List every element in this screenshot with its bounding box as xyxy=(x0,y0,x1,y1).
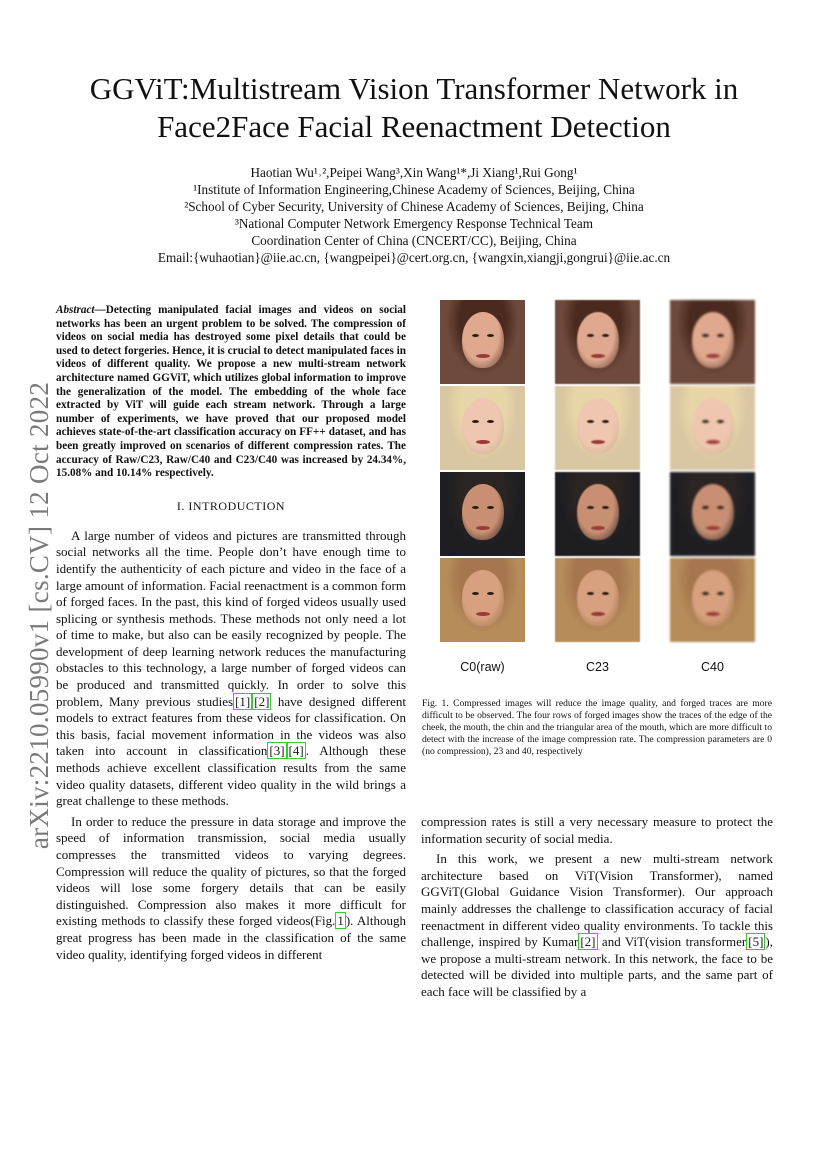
right-p2-text-a: In this work, we present a new multi-stream network architecture based on ViT(Vision Transformer), named GGViT(Global Guidance Vision Transformer). Our approach mainly addresses the challenge to classification accuracy of facial reenactment in different video quality environments. To tackle this challenge, inspired by Kumar xyxy=(421,851,773,950)
title-line-2: Face2Face Facial Reenactment Detection xyxy=(157,109,671,144)
author-block xyxy=(40,164,788,266)
intro-paragraph-2 xyxy=(56,814,406,963)
left-column xyxy=(56,304,406,967)
paper-title xyxy=(40,70,788,146)
face-image xyxy=(440,472,525,556)
label-c40: C40 xyxy=(701,660,724,674)
affiliation-3: ³National Computer Network Emergency Response Technical Team xyxy=(234,216,594,231)
affiliation-2: ²School of Cyber Security, University of Chinese Academy of Sciences, Beijing, China xyxy=(184,199,644,214)
arxiv-identifier-text: arXiv:2210.05990v1 [cs.CV] 12 Oct 2022 xyxy=(24,381,55,849)
right-paragraph-2 xyxy=(421,851,773,1000)
author-list: Haotian Wu¹˒²,Peipei Wang³,Xin Wang¹*,Ji Xiang¹,Rui Gong¹ xyxy=(250,165,578,180)
citation-link-2b[interactable]: [2] xyxy=(580,934,596,950)
figure-1-link[interactable]: 1 xyxy=(337,913,344,929)
intro-p1-text-b: have designed different models to extract features from these videos for classification. On this basis, facial movement information in the videos was also taken into account in classification xyxy=(56,693,406,759)
section-heading-introduction: I. INTRODUCTION xyxy=(176,498,286,513)
abstract-lead: Abstract xyxy=(56,304,95,316)
label-c0-raw: C0(raw) xyxy=(460,660,505,674)
face-image xyxy=(670,558,755,642)
right-p2-text-b: and ViT(vision transformer xyxy=(597,934,747,950)
intro-p2-text-a: In order to reduce the pressure in data storage and improve the speed of information transmission, social media usually compresses the transmitted videos to varying degrees. Compression will reduce the quality of pictures, so that the forged videos will lose some forgery details that can be easily distinguished. Compression also makes it more difficult for existing methods to classify these forged videos(Fig. xyxy=(56,813,406,929)
face-image xyxy=(555,300,640,384)
affiliation-1: ¹Institute of Information Engineering,Chinese Academy of Sciences, Beijing, China xyxy=(193,182,635,197)
intro-p1-text-a: A large number of videos and pictures are transmitted through social networks all the time. People don’t have enough time to identify the authenticity of each picture and video in the face of a large amount of information. Facial reenactment is a common form of forged faces. In the past, this kind of forged videos usually used splicing or synthesis methods. These methods not only need a lot of time to make, but also can be easily recognized by people. The development of deep learning network reduces the manufacturing obstacles to this technology, a large number of forged videos can be produced and transmitted quickly. In order to solve this problem, Many previous studies xyxy=(56,527,406,709)
figure-column-labels xyxy=(440,660,770,674)
face-image xyxy=(670,300,755,384)
citation-link-3[interactable]: [3] xyxy=(269,743,285,759)
abstract xyxy=(56,304,406,481)
face-image xyxy=(670,472,755,556)
citation-link-2[interactable]: [2] xyxy=(254,693,270,709)
face-image xyxy=(555,386,640,470)
citation-link-1[interactable]: [1] xyxy=(235,693,251,709)
right-column xyxy=(421,814,773,1005)
email-line: Email:{wuhaotian}@iie.ac.cn, {wangpeipei}@cert.org.cn, {wangxin,xiangji,gongrui}@iie.ac.cn xyxy=(157,250,671,265)
figure-caption: Fig. 1. Compressed images will reduce the image quality, and forged traces are more difficult to be observed. The four rows of forged images show the traces of the edge of the cheek, the mouth, the chin and the triangular area of the mouth, which are more difficult to detect with the increase of the image compression rate. The compression parameters are 0 (no compression), 23 and 40, respectively xyxy=(422,698,772,757)
citation-link-4[interactable]: [4] xyxy=(288,743,304,759)
face-image xyxy=(555,472,640,556)
citation-link-5[interactable]: [5] xyxy=(748,934,764,950)
right-paragraph-1: compression rates is still a very necessary measure to protect the information security of social media. xyxy=(421,814,773,846)
face-image xyxy=(670,386,755,470)
figure-1 xyxy=(422,300,772,758)
introduction-body xyxy=(56,528,406,963)
face-image-grid xyxy=(440,300,770,642)
face-image xyxy=(440,558,525,642)
intro-p1-text-c: . Although these methods achieve excellent classification results from the same video quality datasets, different video quality in the wild brings a great challenge to these methods. xyxy=(56,743,407,809)
affiliation-4: Coordination Center of China (CNCERT/CC), Beijing, China xyxy=(251,233,577,248)
right-p2-text-c: ), we propose a multi-stream network. In this network, the face to be detected will be divided into multiple parts, and the same part of each face will be classified by a xyxy=(421,934,773,999)
face-image xyxy=(440,386,525,470)
arxiv-identifier xyxy=(22,360,58,870)
title-line-1: GGViT:Multistream Vision Transformer Network in xyxy=(89,71,739,106)
abstract-text: —Detecting manipulated facial images and videos on social networks has been an urgent problem to be solved. The compression of videos on social media has destroyed some pixel details that could be used to detect forgeries. Hence, it is crucial to detect manipulated faces in videos of different quality. We propose a new multi-stream network architecture named GGViT, which utilizes global information to improve the generalization of the model. The embedding of the whole face extracted by ViT will guide each stream network. Through a large number of experiments, we have proved that our proposed model achieves state-of-the-art classification accuracy on FF++ dataset, and has been greatly improved on scenarios of different compression rates. The accuracy of Raw/C23, Raw/C40 and C23/C40 was increased by 24.34%, 15.08% and 10.14% respectively. xyxy=(56,304,406,480)
label-c23: C23 xyxy=(586,660,609,674)
face-image xyxy=(555,558,640,642)
intro-paragraph-1 xyxy=(56,528,406,810)
face-image xyxy=(440,300,525,384)
intro-p2-text-b: ). Although great progress has been made in the classification of the same video quality, identifying forged videos in different xyxy=(56,913,406,962)
